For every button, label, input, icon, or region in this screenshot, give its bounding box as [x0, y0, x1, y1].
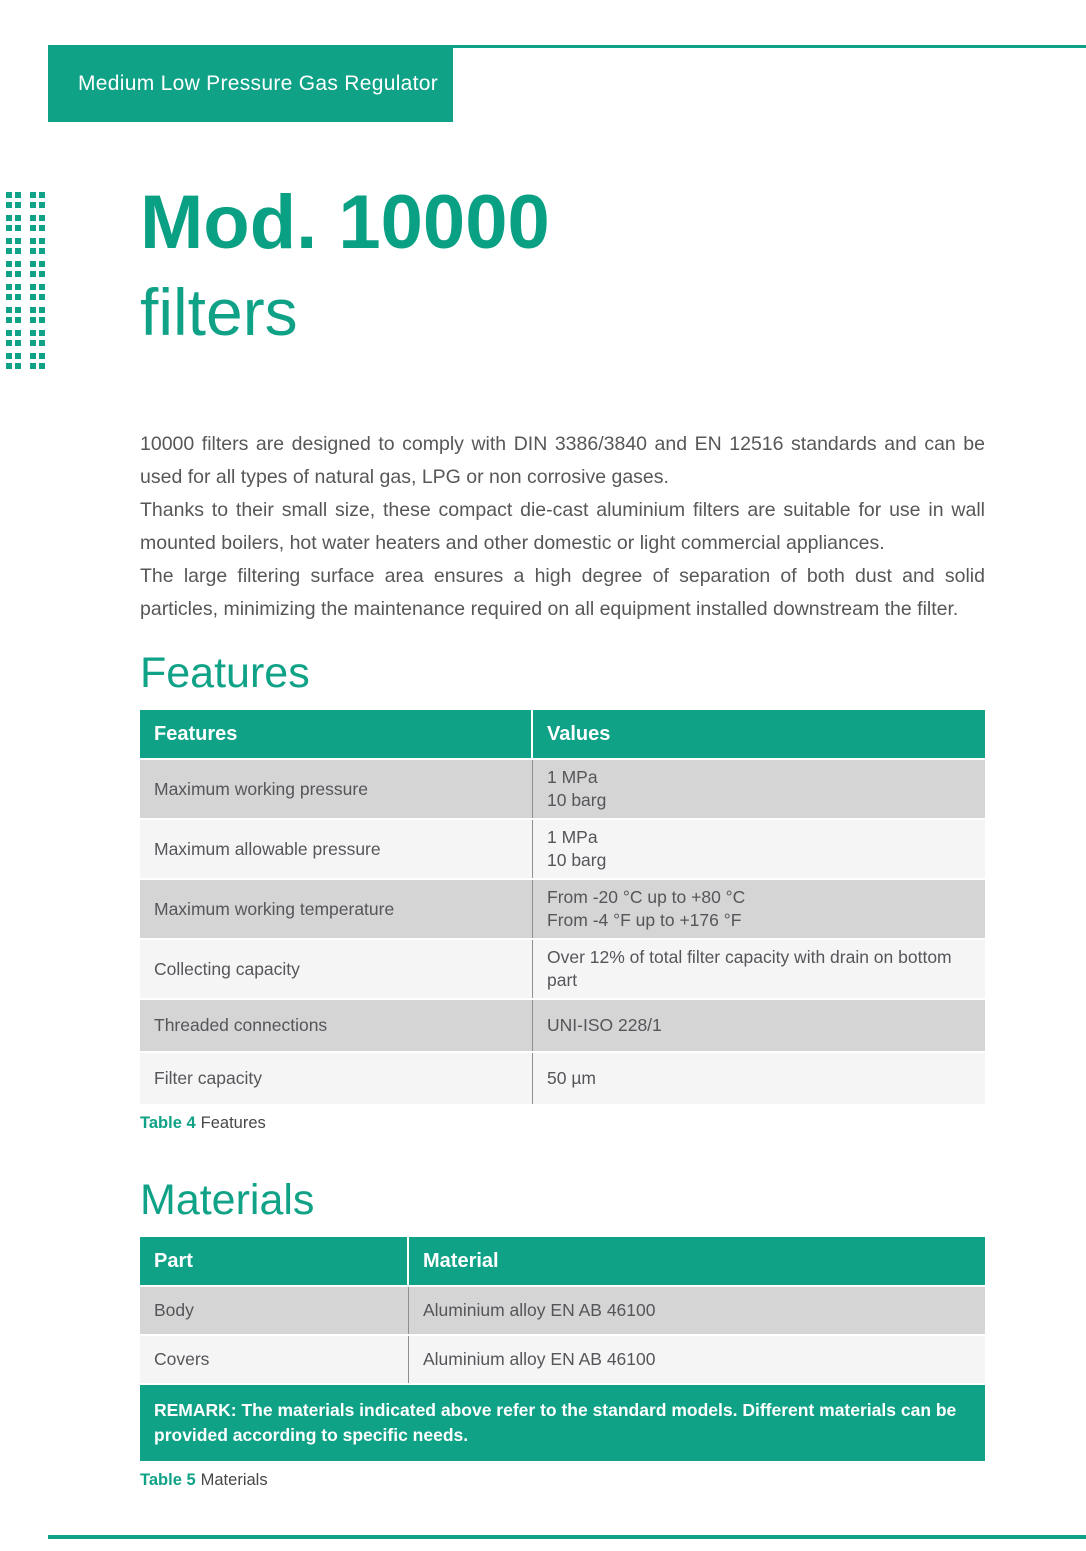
feature-value-cell: From -20 °C up to +80 °C From -4 °F up to +176 °F: [547, 887, 746, 930]
feature-name-cell: Maximum allowable pressure: [140, 820, 533, 878]
model-title: Mod. 10000: [140, 180, 550, 265]
intro-paragraph: Thanks to their small size, these compact die-cast aluminium filters are suitable for use in wall mounted boilers, hot water heaters and other domestic or light commercial appliances.: [140, 499, 985, 554]
materials-table-header: [140, 1237, 985, 1285]
bottom-rule: [48, 1535, 1086, 1539]
feature-value-cell: UNI-ISO 228/1: [547, 1015, 662, 1035]
features-heading: Features: [140, 649, 310, 697]
feature-value-cell: 1 MPa 10 barg: [547, 767, 607, 810]
table-row: [140, 820, 985, 878]
feature-name-cell: Maximum working temperature: [140, 880, 533, 938]
feature-value-cell: 1 MPa 10 barg: [547, 827, 607, 870]
part-cell: Body: [140, 1287, 409, 1334]
page-content: [140, 0, 985, 1490]
materials-table: [140, 1237, 985, 1461]
table-5-caption-label: Table 5: [140, 1471, 196, 1489]
intro-paragraph: 10000 filters are designed to comply with DIN 3386/3840 and EN 12516 standards and can be used for all types of natural gas, LPG or non corrosive gases.: [140, 433, 985, 488]
product-category-label: Medium Low Pressure Gas Regulator: [78, 71, 439, 95]
intro-text: [140, 428, 985, 626]
table-row: [140, 1336, 985, 1383]
part-cell: Covers: [140, 1336, 409, 1383]
feature-name-cell: Collecting capacity: [140, 940, 533, 998]
table-row: [140, 1053, 985, 1104]
table-row: [140, 1287, 985, 1334]
feature-value-cell: Over 12% of total filter capacity with drain on bottom part: [547, 947, 952, 990]
intro-paragraph: The large filtering surface area ensures a high degree of separation of both dust and solid particles, minimizing the maintenance required on all equipment installed downstream the filter.: [140, 565, 985, 620]
table-5-caption-text: Materials: [200, 1471, 268, 1489]
column-header-part: Part: [140, 1237, 409, 1285]
material-cell: Aluminium alloy EN AB 46100: [423, 1349, 656, 1369]
table-row: [140, 940, 985, 998]
column-header-values: Values: [547, 722, 611, 745]
material-cell: Aluminium alloy EN AB 46100: [423, 1300, 656, 1320]
feature-name-cell: Threaded connections: [140, 1000, 533, 1051]
feature-name-cell: Filter capacity: [140, 1053, 533, 1104]
table-row: [140, 760, 985, 818]
dot-pattern-decoration: [6, 192, 45, 376]
model-subtitle: filters: [140, 275, 298, 349]
column-header-material: Material: [423, 1249, 499, 1272]
feature-value-cell: 50 µm: [547, 1068, 596, 1088]
table-4-caption-text: Features: [200, 1114, 266, 1132]
table-4-caption-label: Table 4: [140, 1114, 196, 1132]
features-table-header: [140, 710, 985, 758]
features-table: [140, 710, 985, 1104]
materials-heading: Materials: [140, 1176, 315, 1224]
table-5-caption: [140, 1471, 985, 1490]
column-header-features: Features: [140, 710, 533, 758]
feature-name-cell: Maximum working pressure: [140, 760, 533, 818]
table-row: [140, 880, 985, 938]
table-row: [140, 1000, 985, 1051]
remark-banner: REMARK: The materials indicated above refer to the standard models. Different materials can be provided according to specific needs.: [140, 1385, 985, 1461]
table-4-caption: [140, 1114, 985, 1133]
